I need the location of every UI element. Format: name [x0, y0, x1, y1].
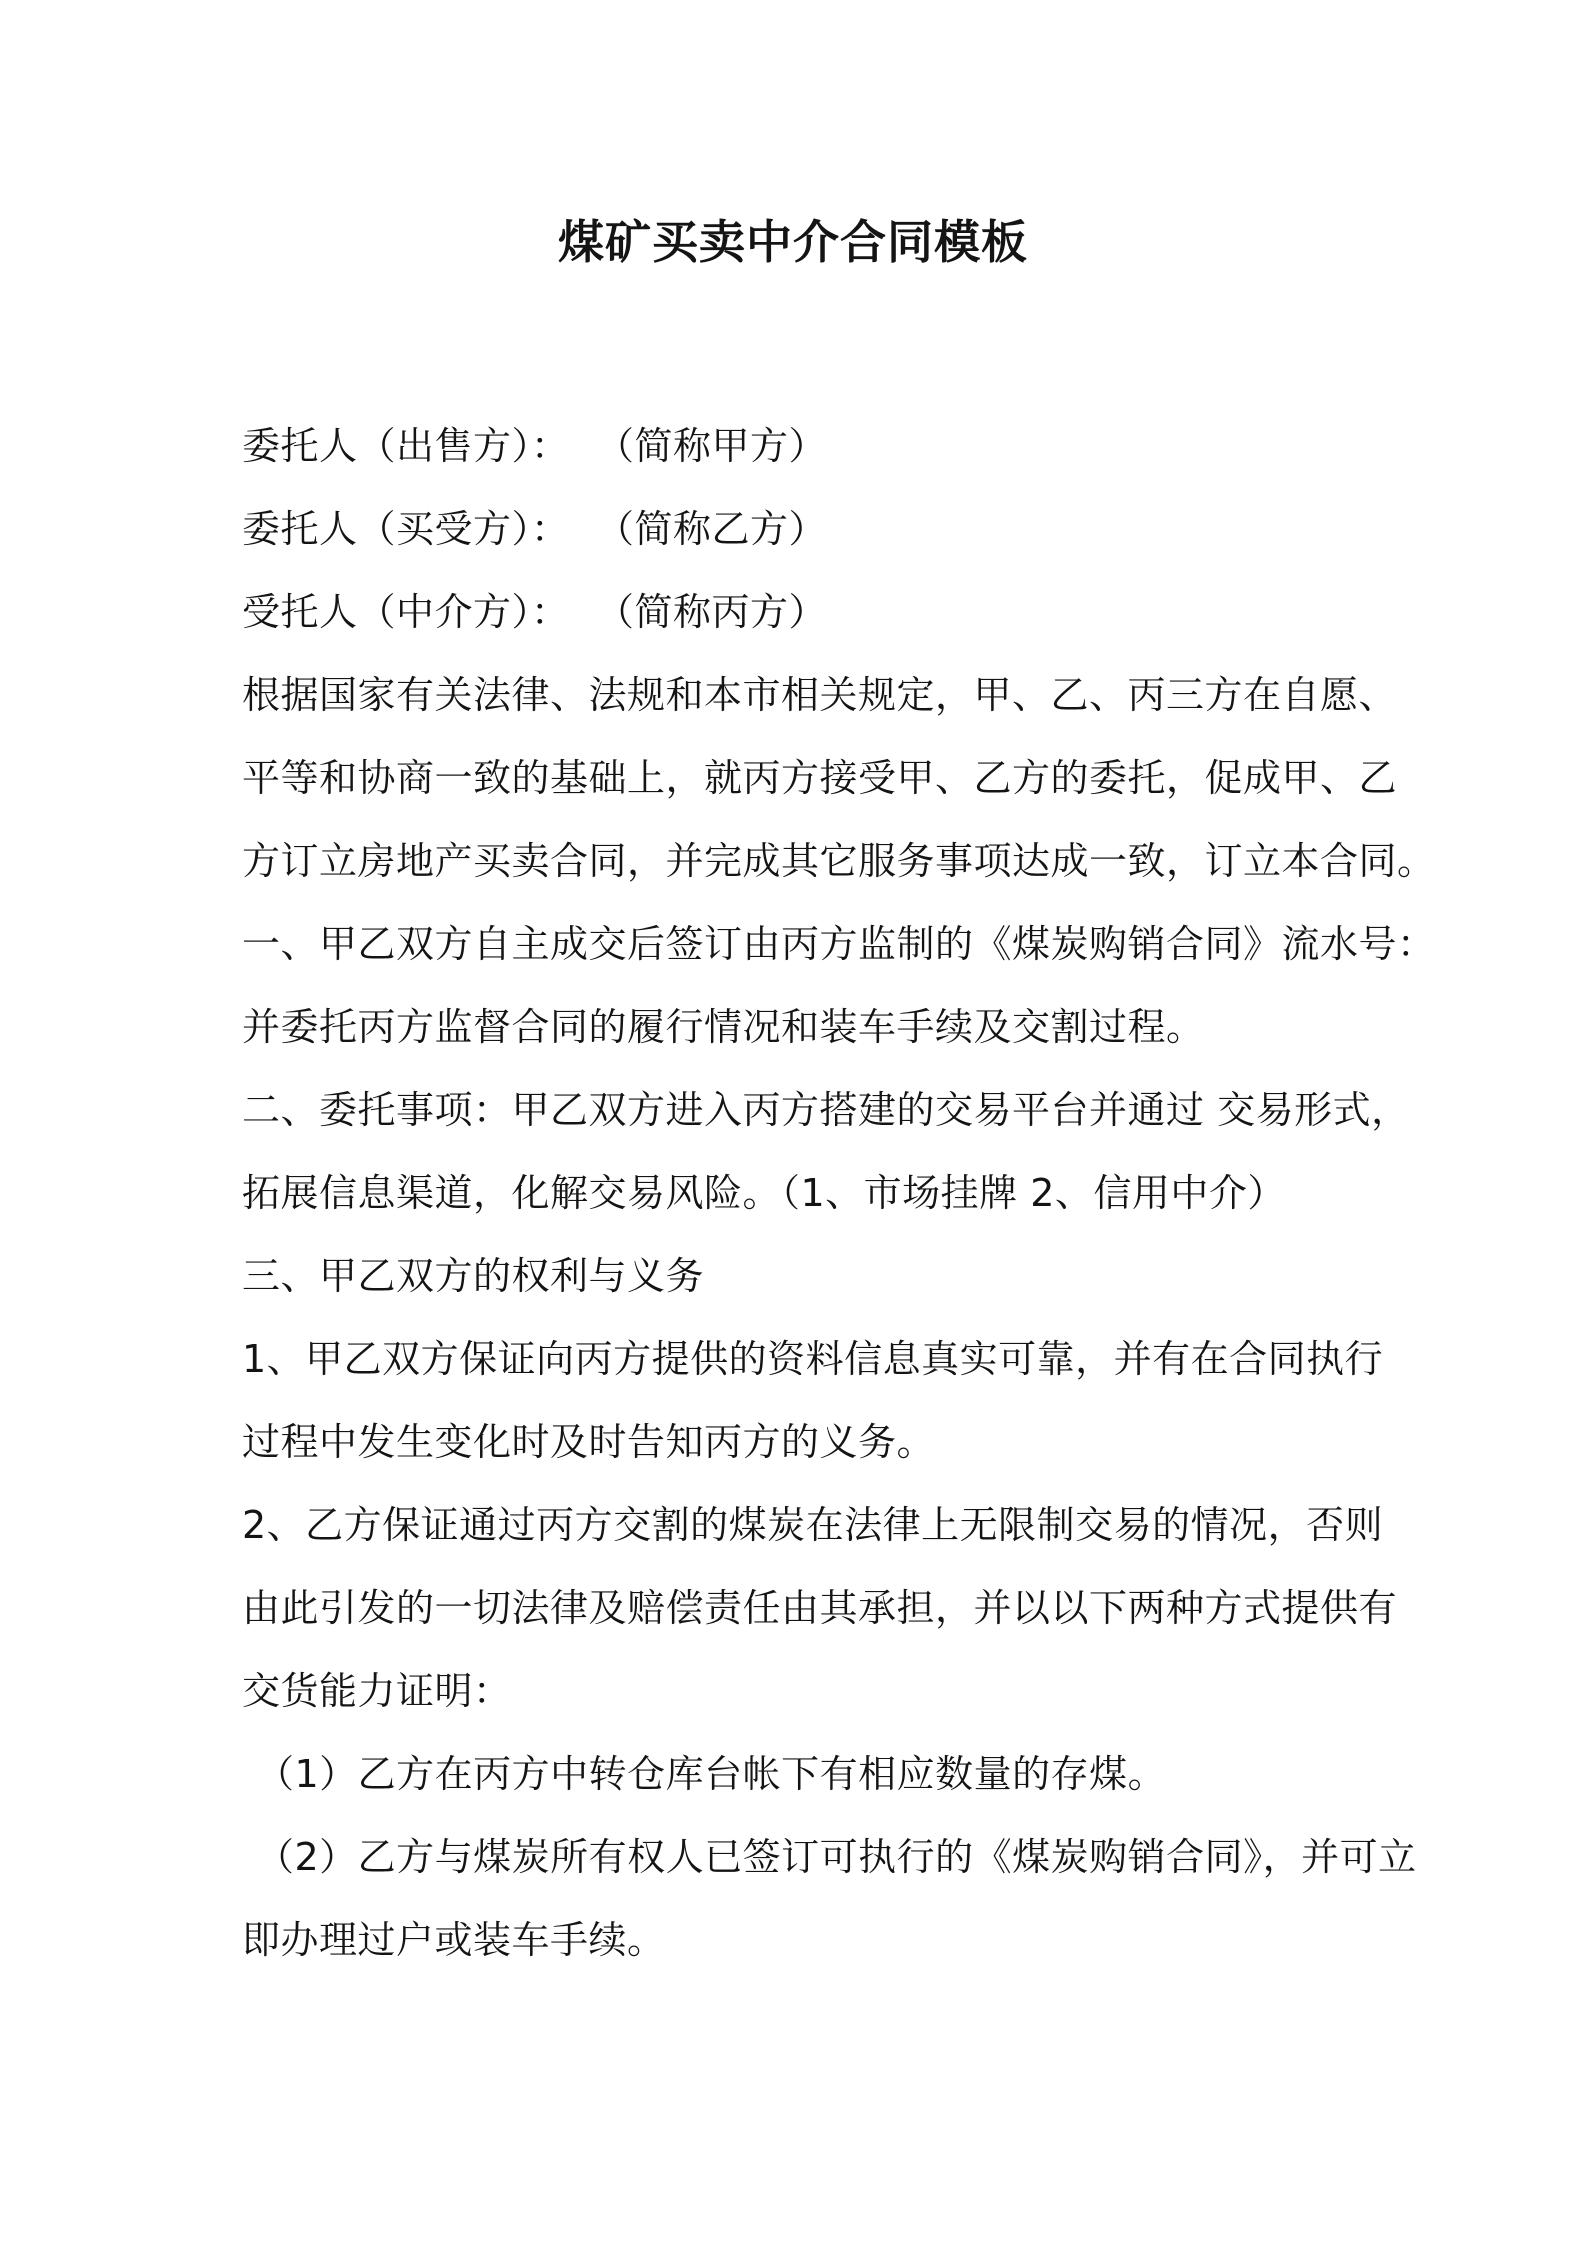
- text-line: 并委托丙方监督合同的履行情况和装车手续及交割过程。: [242, 1005, 1205, 1049]
- party-role: 委托人（出售方）：: [242, 424, 570, 468]
- section-heading: 三、甲乙双方的权利与义务: [242, 1254, 705, 1298]
- party-short-name: （简称乙方）: [596, 507, 828, 551]
- text-line: 拓展信息渠道，化解交易风险。（1、市场挂牌 2、信用中介）: [242, 1171, 1286, 1215]
- text-line: 一、甲乙双方自主成交后签订由丙方监制的《煤炭购销合同》流水号：: [242, 922, 1436, 966]
- party-buyer: [242, 488, 1362, 571]
- text-line: 由此引发的一切法律及赔偿责任由其承担，并以以下两种方式提供有: [242, 1586, 1398, 1630]
- list-item: （1）乙方在丙方中转仓库台帐下有相应数量的存煤。: [256, 1752, 1167, 1796]
- document-body: [242, 405, 1436, 1982]
- party-intermediary: [242, 571, 1362, 654]
- party-short-name: （简称甲方）: [596, 424, 828, 468]
- list-item: （2）乙方与煤炭所有权人已签订可执行的《煤炭购销合同》，并可立: [256, 1835, 1417, 1879]
- text-line: 1、甲乙双方保证向丙方提供的资料信息真实可靠，并有在合同执行: [242, 1337, 1384, 1381]
- document-title: 煤矿买卖中介合同模板: [558, 215, 1028, 269]
- text-line: 方订立房地产买卖合同，并完成其它服务事项达成一致，订立本合同。: [242, 839, 1436, 883]
- text-line: 过程中发生变化时及时告知丙方的义务。: [242, 1420, 936, 1464]
- party-seller: [242, 405, 1362, 488]
- text-line: 根据国家有关法律、法规和本市相关规定，甲、乙、丙三方在自愿、: [242, 673, 1398, 717]
- party-role: 受托人（中介方）：: [242, 590, 570, 634]
- text-line: 2、乙方保证通过丙方交割的煤炭在法律上无限制交易的情况，否则: [242, 1503, 1384, 1547]
- party-short-name: （简称丙方）: [596, 590, 828, 634]
- text-line: 二、委托事项：甲乙双方进入丙方搭建的交易平台并通过 交易形式，: [242, 1088, 1410, 1132]
- text-line: 交货能力证明：: [242, 1669, 512, 1713]
- text-line: 平等和协商一致的基础上，就丙方接受甲、乙方的委托，促成甲、乙: [242, 756, 1398, 800]
- party-role: 委托人（买受方）：: [242, 507, 570, 551]
- text-line: 即办理过户或装车手续。: [242, 1918, 666, 1962]
